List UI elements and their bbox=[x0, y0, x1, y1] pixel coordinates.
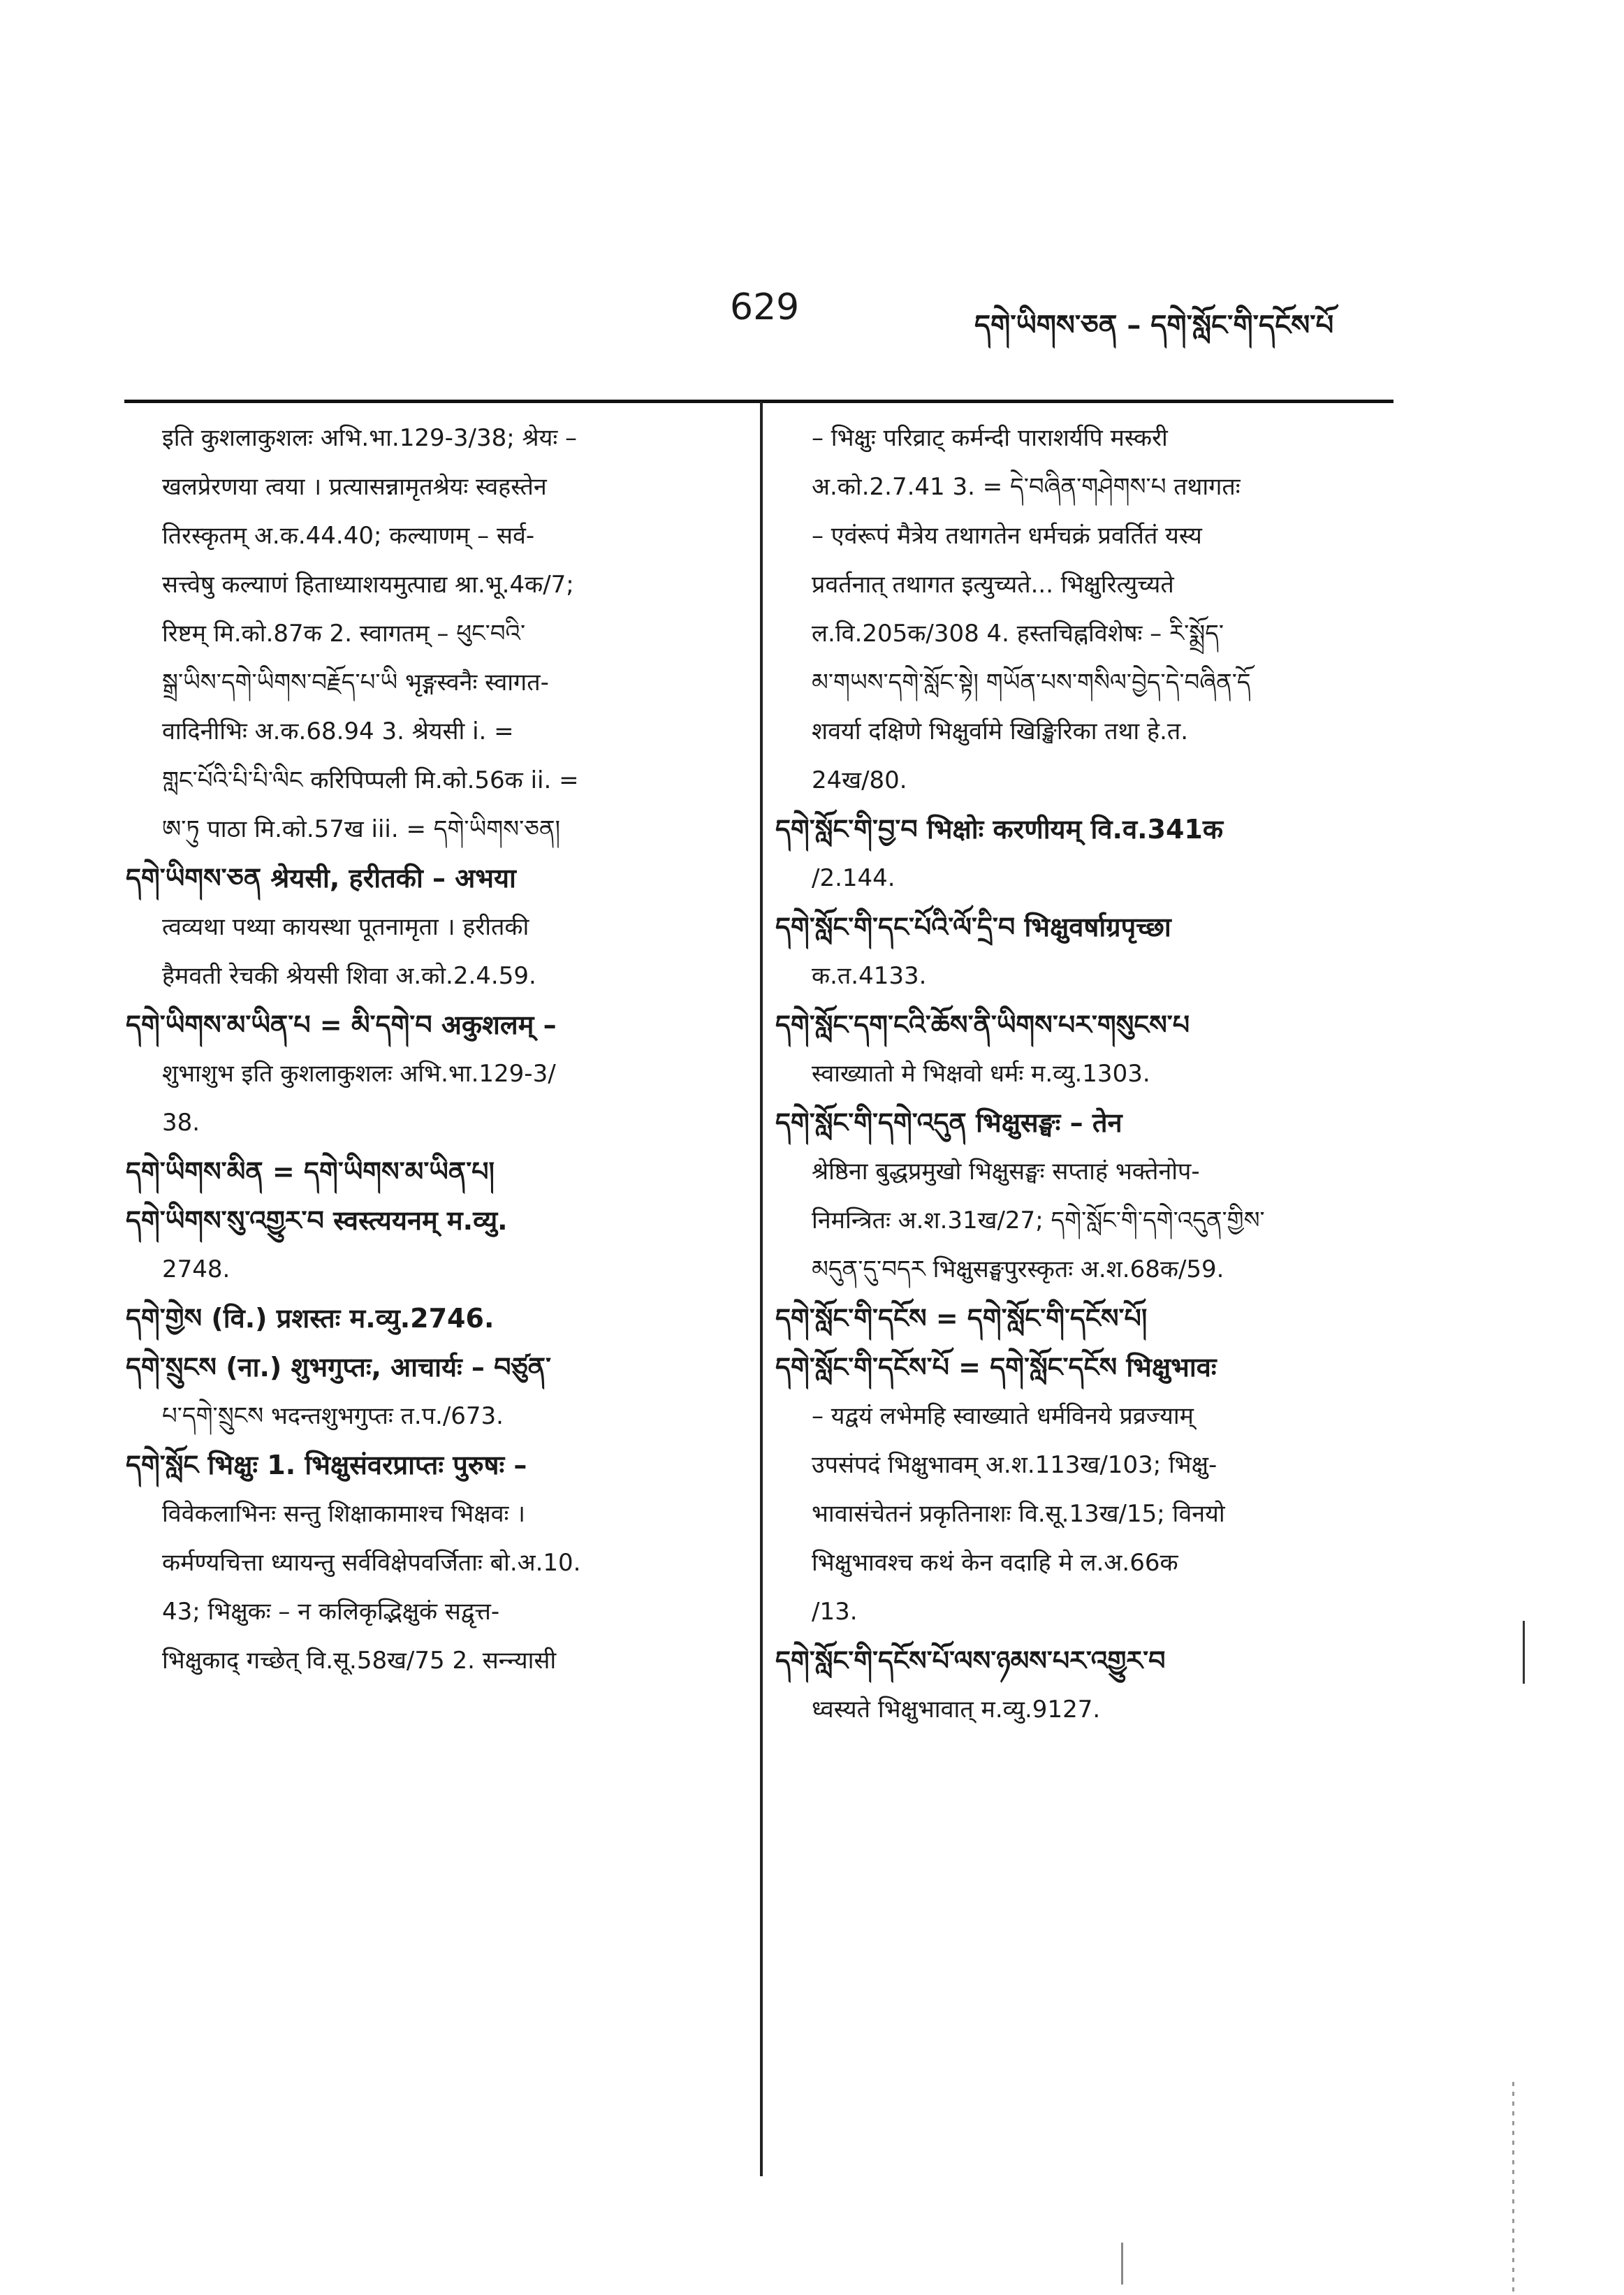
entry-text-line: शुभाशुभ इति कुशलाकुशलः अभि.भा.129-3/ bbox=[162, 1060, 556, 1088]
entry-text-line: हैमवती रेचकी श्रेयसी शिवा अ.को.2.4.59. bbox=[162, 962, 536, 990]
entry-headword-line: དགེ་སློང་གི་དང་པོའི་ལོ་དྲི་བ भिक्षुवर्षाग्रपृच्छा bbox=[775, 912, 1171, 942]
entry-text-line: सत्त्वेषु कल्याणं हिताध्याशयमुत्पाद्य श्रा.भू.4क/7; bbox=[162, 571, 574, 599]
margin-scan-marks bbox=[1512, 2082, 1514, 2292]
scan-mark bbox=[1121, 2243, 1123, 2285]
entry-headword-line: དགེ་སློང་གི་དངོས་པོ = དགེ་སློང་དངོས भिक्षुभावः bbox=[775, 1352, 1217, 1383]
entry-text-line: པ་དགེ་སྲུངས भदन्तशुभगुप्तः त.प./673. bbox=[162, 1402, 504, 1430]
entry-text-line: भावासंचेतनं प्रकृतिनाशः वि.सू.13ख/15; विनयो bbox=[812, 1500, 1225, 1528]
page-number: 629 bbox=[730, 286, 800, 328]
entry-text-line: विवेकलाभिनः सन्तु शिक्षाकामाश्च भिक्षवः । bbox=[162, 1500, 526, 1528]
entry-text-line: ཨ་ཏུ पाठा मि.को.57ख iii. = དགེ་ཡིགས་ཅན། bbox=[162, 815, 561, 843]
entry-text-line: निमन्त्रितः अ.श.31ख/27; དགེ་སློང་གི་དགེ་འདུན་གྱིས་ bbox=[812, 1207, 1265, 1234]
header-rule bbox=[124, 400, 1393, 403]
entry-text-line: – यद्वयं लभेमहि स्वाख्याते धर्मविनये प्रव्रज्याम् bbox=[812, 1402, 1194, 1430]
column-divider bbox=[760, 402, 763, 2176]
entry-text-line: अ.को.2.7.41 3. = དེ་བཞིན་གཤེགས་པ तथागतः bbox=[812, 473, 1241, 501]
entry-headword-line: དགེ་སློང་གི་དགེ་འདུན भिक्षुसङ्घः – तेन bbox=[775, 1107, 1122, 1138]
entry-text-line: 24ख/80. bbox=[812, 766, 907, 794]
entry-headword-line: དགེ་ཡིགས་ཅན श्रेयसी, हरीतकी – अभया bbox=[126, 863, 516, 894]
entry-text-line: श्रेष्ठिना बुद्धप्रमुखो भिक्षुसङ्घः सप्ताहं भक्तेनोप- bbox=[812, 1158, 1200, 1186]
entry-text-line: ल.वि.205क/308 4. हस्तचिह्नविशेषः – རི་སྨྲོད་ bbox=[812, 620, 1224, 648]
left-column bbox=[126, 414, 740, 1685]
entry-text-line: भिक्षुकाद् गच्छेत् वि.सू.58ख/75 2. सन्न्यासी bbox=[162, 1647, 557, 1675]
entry-text-line: /13. bbox=[812, 1598, 858, 1626]
entry-text-line: प्रवर्तनात् तथागत इत्युच्यते... भिक्षुरित्युच्यते bbox=[812, 571, 1174, 599]
entry-headword-line: དགེ་ཡིགས་མིན = དགེ་ཡིགས་མ་ཡིན་པ། bbox=[126, 1156, 495, 1187]
entry-headword-line: དགེ་སློང་དག་ངའི་ཆོས་ནི་ཡིགས་པར་གསུངས་པ bbox=[775, 1010, 1190, 1040]
entry-text-line: མ་གཡས་དགེ་སློང་སྟེ། གཡོན་པས་གསིལ་བྱེད་དེ་བཞིན་དོ bbox=[812, 669, 1251, 697]
entry-text-line: སྒྲ་ཡིས་དགེ་ཡིགས་བརྗོད་པ་ཡི भृङ्गस्वनैः स्वागत- bbox=[162, 669, 549, 697]
entry-headword-line: དགེ་སློང भिक्षुः 1. भिक्षुसंवरप्राप्तः पुरुषः – bbox=[126, 1450, 527, 1480]
entry-text-line: भिक्षुभावश्च कथं केन वदाहि मे ल.अ.66क bbox=[812, 1549, 1178, 1577]
entry-text-line: – भिक्षुः परिव्राट् कर्मन्दी पाराशर्यपि मस्करी bbox=[812, 424, 1168, 452]
entry-headword-line: དགེ་སྲུངས (ना.) शुभगुप्तः, आचार्यः – བཙུན་ bbox=[126, 1352, 552, 1383]
entry-text-line: वादिनीभिः अ.क.68.94 3. श्रेयसी i. = bbox=[162, 717, 514, 745]
entry-headword-line: དགེ་ཡིགས་མ་ཡིན་པ = མི་དགེ་བ अकुशलम् – bbox=[126, 1010, 557, 1040]
entry-text-line: མདུན་དུ་བདར भिक्षुसङ्घपुरस्कृतः अ.श.68क/59. bbox=[812, 1255, 1224, 1283]
entry-text-line: कर्मण्यचित्ता ध्यायन्तु सर्वविक्षेपवर्जिताः बो.अ.10. bbox=[162, 1549, 581, 1577]
entry-text-line: 2748. bbox=[162, 1255, 231, 1283]
entry-text-line: क.त.4133. bbox=[812, 962, 927, 990]
entry-text-line: त्वव्यथा पथ्या कायस्था पूतनामृता । हरीतकी bbox=[162, 913, 529, 941]
entry-headword-line: དགེ་སློང་གི་དངོས = དགེ་སློང་གི་དངོས་པོ། bbox=[775, 1303, 1148, 1334]
entry-headword-line: དགེ་སློང་གི་བྱ་བ भिक्षोः करणीयम् वि.व.341क bbox=[775, 814, 1224, 845]
entry-headword-line: དགེ་སློང་གི་དངོས་པོ་ལས་ཉམས་པར་འགྱུར་བ bbox=[775, 1645, 1166, 1676]
entry-text-line: स्वाख्यातो मे भिक्षवो धर्मः म.व्यु.1303. bbox=[812, 1060, 1150, 1088]
entry-text-line: उपसंपदं भिक्षुभावम् अ.श.113ख/103; भिक्षु- bbox=[812, 1451, 1217, 1479]
entry-text-line: शवर्या दक्षिणे भिक्षुर्वामे खिङ्खिरिका तथा हे.त. bbox=[812, 717, 1189, 745]
entry-text-line: रिष्टम् मि.को.87क 2. स्वागतम् – ཕུང་བའི་ bbox=[162, 620, 526, 648]
running-head: དགེ་ཡིགས་ཅན – དགེ་སློང་གི་དངོས་པོ bbox=[974, 309, 1334, 342]
scan-mark bbox=[1523, 1621, 1525, 1684]
right-column bbox=[775, 414, 1390, 1734]
entry-text-line: /2.144. bbox=[812, 864, 895, 892]
entry-headword-line: དགེ་ཡིགས་སུ་འགྱུར་བ स्वस्त्ययनम् म.व्यु. bbox=[126, 1205, 508, 1236]
entry-text-line: གླང་པོའི་པི་པི་ལིང करिपिप्पली मि.को.56क ii. = bbox=[162, 766, 579, 794]
entry-text-line: ध्वस्यते भिक्षुभावात् म.व्यु.9127. bbox=[812, 1696, 1101, 1724]
entry-text-line: तिरस्कृतम् अ.क.44.40; कल्याणम् – सर्व- bbox=[162, 522, 535, 550]
entry-headword-line: དགེ་གྱེས (वि.) प्रशस्तः म.व्यु.2746. bbox=[126, 1303, 495, 1334]
entry-text-line: 43; भिक्षुकः – न कलिकृद्भिक्षुकं सद्वृत्त- bbox=[162, 1598, 500, 1626]
entry-text-line: इति कुशलाकुशलः अभि.भा.129-3/38; श्रेयः – bbox=[162, 424, 577, 452]
entry-text-line: खलप्रेरणया त्वया । प्रत्यासन्नामृतश्रेयः स्वहस्तेन bbox=[162, 473, 547, 501]
entry-text-line: – एवंरूपं मैत्रेय तथागतेन धर्मचक्रं प्रवर्तितं यस्य bbox=[812, 522, 1202, 550]
entry-text-line: 38. bbox=[162, 1109, 200, 1137]
